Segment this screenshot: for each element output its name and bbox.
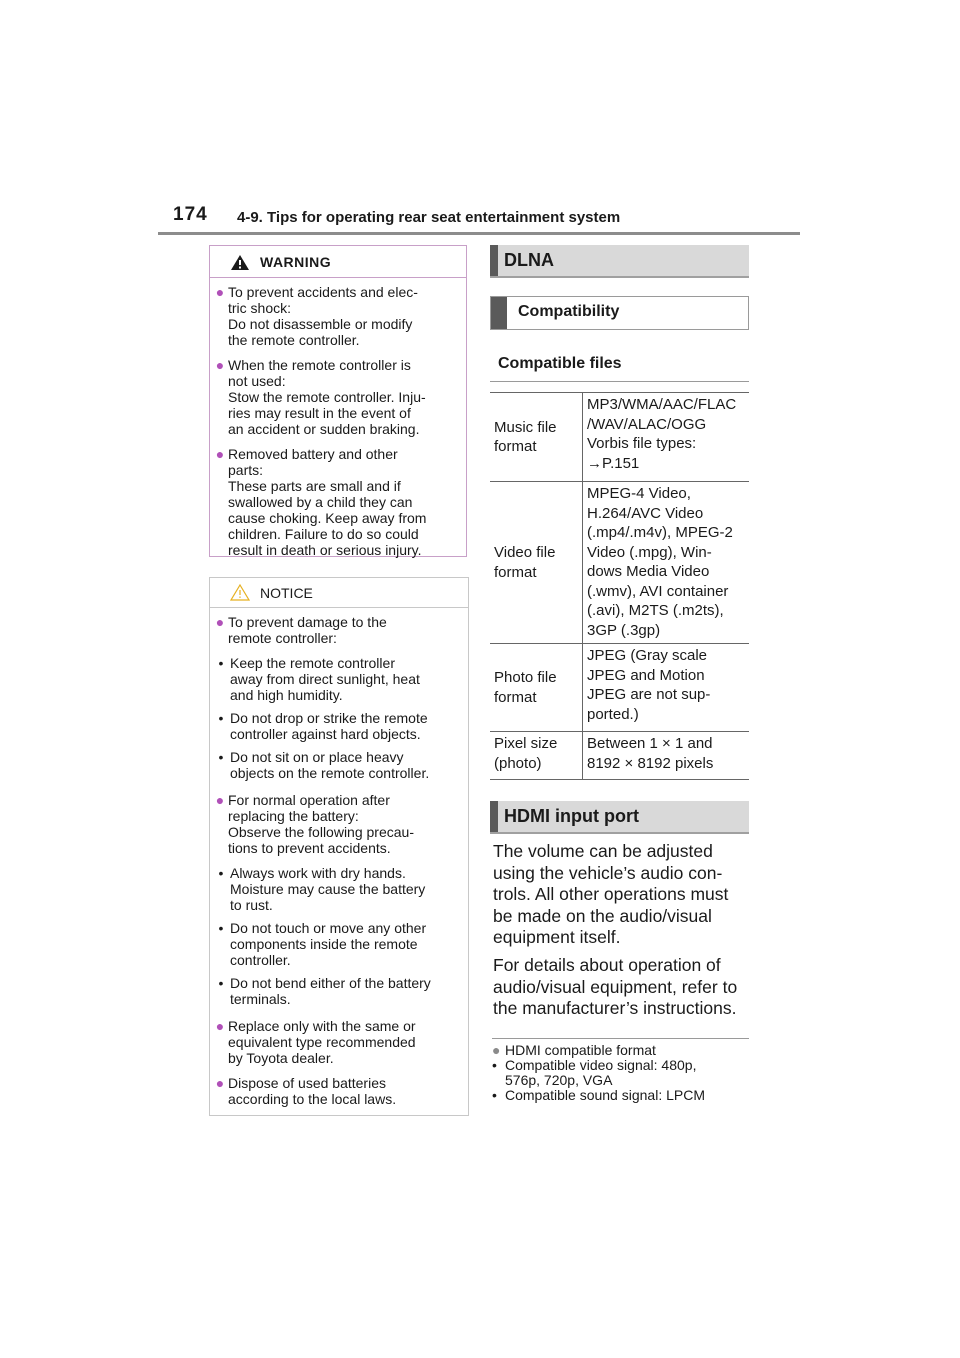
bullet-icon: ● bbox=[215, 284, 225, 300]
table-row: Video file format MPEG-4 Video, H.264/AVC Video (.mp4/.m4v), MPEG-2 Video (.mpg), Win- dows Media Video (.wmv), AVI container (.avi), M2TS (.m2ts), 3GP (.3gp) bbox=[490, 482, 749, 644]
hdmi-note: ● HDMI compatible format • Compatible video signal: 480p, 576p, 720p, VGA • Compatible sound signal: LPCM bbox=[492, 1042, 705, 1103]
notice-item: ● For normal operation after replacing the battery: Observe the following precau- tions to prevent accidents. bbox=[212, 792, 462, 856]
bullet-icon: ● bbox=[215, 446, 225, 462]
bullet-icon: ● bbox=[215, 614, 225, 630]
notice-subitem: • Do not sit on or place heavy objects on the remote controller. bbox=[218, 749, 430, 781]
notice-subitem: • Do not bend either of the battery terminals. bbox=[218, 975, 431, 1007]
hdmi-paragraph: The volume can be adjusted using the vehicle’s audio con- trols. All other operations must be made on the audio/visual equipment itself. bbox=[493, 841, 729, 947]
notice-item: ● To prevent damage to the remote controller: bbox=[212, 614, 462, 646]
table-row: Music file format MP3/WMA/AAC/FLAC /WAV/ALAC/OGG Vorbis file types: →P.151 bbox=[490, 393, 749, 482]
notice-triangle-icon bbox=[230, 584, 250, 601]
compatible-files-heading: Compatible files bbox=[490, 352, 749, 382]
warning-item: ● To prevent accidents and elec- tric shock: Do not disassemble or modify the remote controller. bbox=[212, 284, 458, 348]
bullet-icon: ● bbox=[215, 1075, 225, 1091]
table-row: Photo file format JPEG (Gray scale JPEG and Motion JPEG are not sup- ported.) bbox=[490, 644, 749, 732]
table-row: Pixel size (photo) Between 1 × 1 and 8192 × 8192 pixels bbox=[490, 732, 749, 780]
hdmi-heading: HDMI input port bbox=[490, 801, 749, 834]
page-number: 174 bbox=[173, 204, 208, 225]
notice-header bbox=[210, 578, 468, 608]
notice-subitem: • Keep the remote controller away from direct sunlight, heat and high humidity. bbox=[218, 655, 420, 703]
warning-title: WARNING bbox=[260, 254, 332, 270]
compatible-files-table bbox=[490, 392, 749, 780]
notice-subitem: • Do not drop or strike the remote controller against hard objects. bbox=[218, 710, 428, 742]
dlna-heading: DLNA bbox=[490, 245, 749, 278]
notice-subitem: • Always work with dry hands. Moisture may cause the battery to rust. bbox=[218, 865, 426, 913]
bullet-icon: ● bbox=[215, 792, 225, 808]
bullet-icon: ● bbox=[215, 1018, 225, 1034]
hdmi-paragraph: For details about operation of audio/visual equipment, refer to the manufacturer’s instructions. bbox=[493, 955, 738, 1018]
notice-box bbox=[209, 577, 469, 1116]
warning-item: ● Removed battery and other parts: These parts are small and if swallowed by a child they can cause choking. Keep away from children. Failure to do so could result in death or serious injury. bbox=[212, 446, 458, 558]
warning-header bbox=[210, 246, 466, 278]
section-title: 4-9. Tips for operating rear seat entertainment system bbox=[237, 209, 621, 226]
bullet-icon: ● bbox=[492, 1042, 501, 1058]
header-divider bbox=[158, 232, 800, 235]
notice-item: ● Replace only with the same or equivalent type recommended by Toyota dealer. bbox=[212, 1018, 462, 1066]
notice-title: NOTICE bbox=[260, 585, 313, 601]
notice-item: ● Dispose of used batteries according to the local laws. bbox=[212, 1075, 462, 1107]
compatibility-subheading: Compatibility bbox=[490, 296, 749, 330]
warning-item: ● When the remote controller is not used: Stow the remote controller. Inju- ries may result in the event of an accident or sudden braking. bbox=[212, 357, 458, 437]
note-divider bbox=[492, 1038, 749, 1039]
bullet-icon: ● bbox=[215, 357, 225, 373]
warning-box bbox=[209, 245, 467, 557]
warning-triangle-icon bbox=[230, 254, 250, 271]
notice-subitem: • Do not touch or move any other components inside the remote controller. bbox=[218, 920, 427, 968]
